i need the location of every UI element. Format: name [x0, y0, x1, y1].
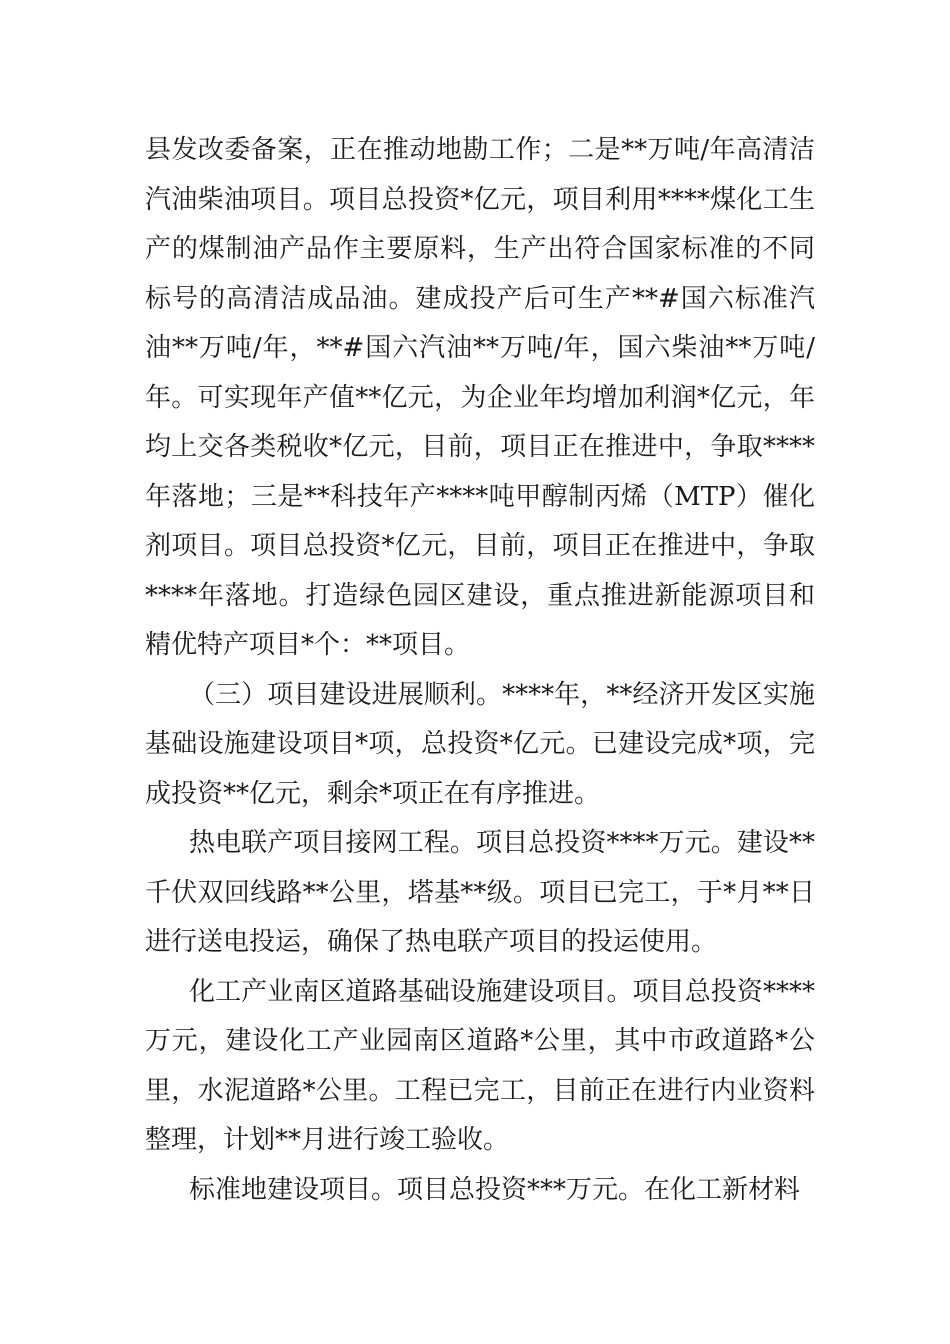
paragraph-project-list: 县发改委备案，正在推动地勘工作；二是**万吨/年高清洁汽油柴油项目。项目总投资*亿元，项目利用****煤化工生产的煤制油产品作主要原料，生产出符合国家标准的不同标号的高清洁成品油。建成投产后可生产**#国六标准汽油**万吨/年，**#国六汽油**万吨/年，国六柴油**万吨/年。可实现年产值**亿元，为企业年均增加利润*亿元，年均上交各类税收*亿元，目前，项目正在推进中，争取****年落地；三是**科技年产****吨甲醇制丙烯（MTP）催化剂项目。项目总投资*亿元，目前，项目正在推进中，争取****年落地。打造绿色园区建设，重点推进新能源项目和精优特产项目*个：**项目。 [145, 135, 815, 660]
paragraph-road-infrastructure: 化工产业南区道路基础设施建设项目。项目总投资****万元，建设化工产业园南区道路*公里，其中市政道路*公里，水泥道路*公里。工程已完工，目前正在进行内业资料整理，计划**月进行竣工验收。 [145, 976, 815, 1155]
paragraph-grid-connection: 热电联产项目接网工程。项目总投资****万元。建设**千伏双回线路**公里，塔基**级。项目已完工，于*月**日进行送电投运，确保了热电联产项目的投运使用。 [145, 828, 815, 957]
paragraph-standard-land: 标准地建设项目。项目总投资***万元。在化工新材料 [189, 1174, 801, 1205]
document-body [145, 126, 815, 1215]
paragraph-progress-heading: （三）项目建设进展顺利。****年，**经济开发区实施基础设施建设项目*项，总投资*亿元。已建设完成*项，完成投资**亿元，剩余*项正在有序推进。 [145, 679, 815, 809]
